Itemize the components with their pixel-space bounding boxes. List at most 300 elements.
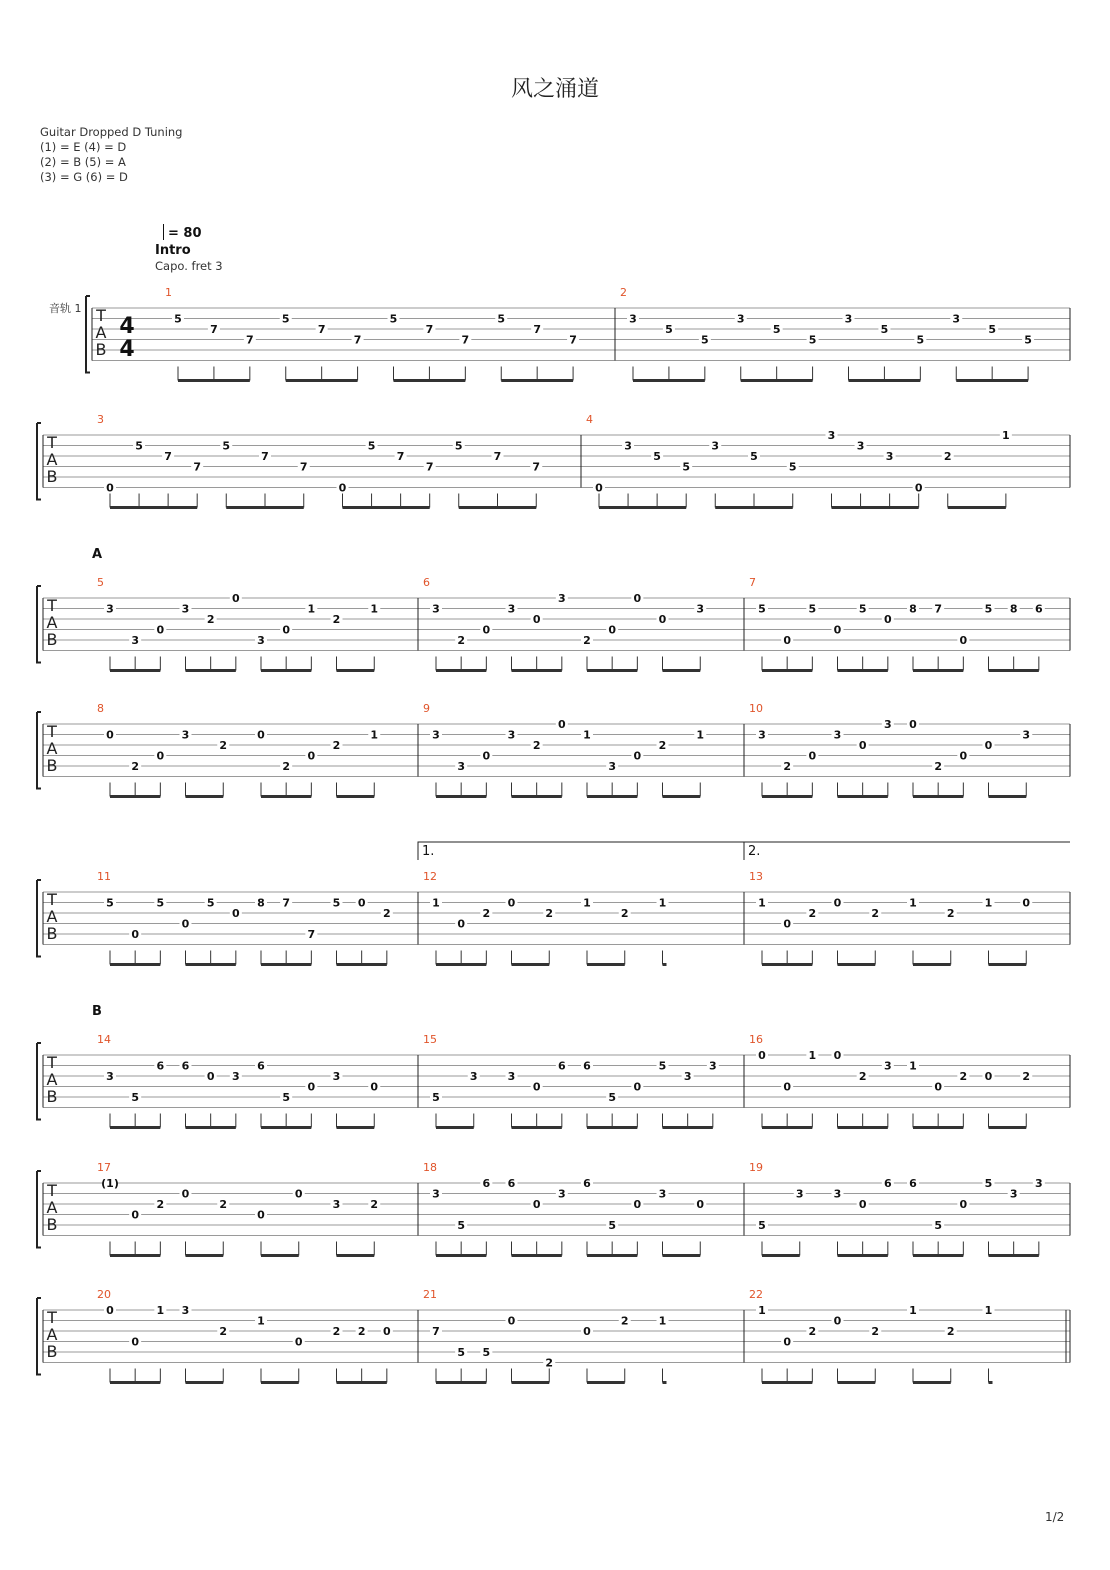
fret-number: 3 (856, 439, 865, 453)
fret-number: 5 (682, 460, 691, 474)
fret-number: 5 (131, 1091, 139, 1104)
fret-number: 2 (959, 1070, 968, 1083)
fret-number: 0 (106, 1304, 114, 1317)
fret-number: 3 (844, 312, 853, 326)
fret-number: 0 (758, 1049, 766, 1062)
fret-number: 7 (425, 323, 434, 336)
fret-number: 3 (432, 728, 440, 742)
fret-number: 3 (181, 728, 190, 742)
fret-number: 0 (833, 1314, 842, 1328)
fret-number: 7 (396, 450, 405, 463)
fret-number: 7 (353, 333, 362, 347)
fret-number: 0 (532, 1198, 541, 1211)
tab-clef-letter: T (47, 596, 57, 615)
fret-number: 2 (946, 1325, 955, 1338)
fret-number: 5 (282, 1091, 290, 1104)
fret-number: 2 (658, 739, 667, 752)
fret-number: 3 (332, 1198, 341, 1211)
fret-number: 5 (367, 439, 376, 453)
tuning-line: (2) = B (5) = A (40, 155, 126, 169)
fret-number: 0 (858, 739, 867, 752)
tab-clef-letter: A (95, 323, 107, 342)
fret-number: 0 (294, 1187, 303, 1201)
tab-clef-letter: B (46, 1215, 58, 1234)
fret-number: 7 (461, 333, 470, 347)
fret-number: 0 (232, 907, 240, 920)
fret-number: 5 (653, 450, 661, 463)
fret-number: 7 (532, 460, 541, 474)
fret-number: 6 (181, 1059, 190, 1073)
fret-number: 3 (507, 728, 516, 742)
fret-number: 2 (357, 1325, 366, 1338)
fret-number: 1 (370, 602, 379, 616)
measure-number: 21 (423, 1288, 437, 1301)
fret-number: 0 (532, 613, 541, 626)
fret-number: 5 (808, 602, 817, 616)
fret-number: 0 (783, 917, 791, 931)
fret-number: 7 (432, 1325, 440, 1338)
tab-clef-letter: T (47, 1181, 57, 1200)
fret-number: 6 (884, 1177, 892, 1190)
fret-number: 0 (257, 728, 265, 742)
fret-number: 0 (633, 1080, 642, 1094)
fret-number: 0 (507, 1314, 516, 1328)
ending-bracket (744, 842, 1070, 860)
fret-number: 3 (711, 439, 720, 453)
system-bracket (37, 1043, 41, 1120)
fret-number: 7 (282, 896, 290, 910)
fret-number: 0 (181, 1187, 190, 1201)
fret-number: 1 (984, 896, 993, 910)
fret-number: 0 (131, 1335, 139, 1349)
tuning-line: (1) = E (4) = D (40, 140, 127, 154)
fret-number: 0 (507, 896, 516, 910)
measure-number: 13 (749, 870, 763, 883)
fret-number: 6 (583, 1059, 591, 1073)
fret-number: 7 (569, 333, 577, 347)
fret-number: 3 (106, 1070, 114, 1083)
fret-number: 0 (959, 749, 968, 763)
fret-number: 1 (808, 1049, 817, 1062)
fret-number: 5 (457, 1346, 465, 1359)
fret-number: 2 (871, 907, 880, 920)
fret-number: 0 (934, 1080, 942, 1094)
fret-number: 3 (432, 602, 440, 616)
measure-number: 11 (97, 870, 111, 883)
fret-number: 0 (482, 623, 491, 637)
fret-number: 6 (558, 1059, 566, 1073)
fret-number: 2 (808, 1325, 817, 1338)
system-bracket (37, 1298, 41, 1375)
fret-number: 7 (210, 323, 218, 336)
fret-number: 5 (608, 1219, 616, 1232)
fret-number: 0 (383, 1325, 391, 1338)
fret-number: 0 (232, 592, 240, 605)
fret-number: 3 (232, 1070, 240, 1083)
fret-number: 5 (482, 1346, 491, 1359)
fret-number: 0 (1022, 896, 1031, 910)
fret-number: 1 (370, 728, 379, 742)
fret-number: 5 (658, 1059, 667, 1073)
fret-number: 3 (885, 450, 894, 463)
fret-number: 0 (338, 481, 347, 495)
fret-number: 6 (1035, 602, 1043, 616)
fret-number: 2 (219, 739, 228, 752)
fret-number: 1 (583, 896, 591, 910)
fret-number: 3 (1022, 728, 1031, 742)
fret-number: 3 (624, 439, 632, 453)
capo-info: Capo. fret 3 (155, 259, 223, 273)
fret-number: 0 (156, 623, 165, 637)
fret-number: 5 (772, 323, 781, 336)
fret-number: 0 (909, 718, 917, 731)
fret-number: 2 (808, 907, 817, 920)
fret-number: 8 (257, 896, 265, 910)
tab-clef-letter: A (46, 1198, 58, 1217)
measure-number: 14 (97, 1033, 111, 1046)
fret-number: 3 (696, 602, 705, 616)
fret-number: 7 (193, 460, 202, 474)
fret-number: 5 (497, 312, 506, 326)
fret-number: 3 (507, 1070, 516, 1083)
fret-number: 0 (783, 1335, 791, 1349)
fret-number: 2 (1022, 1070, 1031, 1083)
fret-number: 0 (808, 749, 817, 763)
ending-label: 1. (422, 844, 435, 859)
fret-number: 1 (984, 1304, 993, 1317)
section-intro: Intro (155, 243, 191, 258)
fret-number: 5 (389, 312, 398, 326)
fret-number: 3 (709, 1059, 717, 1073)
fret-number: 1 (1002, 429, 1010, 442)
fret-number: 3 (469, 1070, 478, 1083)
measure-number: 8 (97, 702, 104, 715)
fret-number: 5 (758, 1219, 766, 1232)
fret-number: 0 (558, 718, 566, 731)
fret-number: 0 (106, 728, 114, 742)
fret-number: 7 (246, 333, 254, 347)
fret-number: 3 (608, 760, 616, 773)
fret-number: 2 (943, 450, 952, 463)
fret-number: 5 (1024, 333, 1032, 347)
score-title: 风之涌道 (510, 77, 599, 102)
fret-number: 3 (658, 1187, 667, 1201)
fret-number: 7 (307, 928, 316, 941)
fret-number: 0 (959, 1198, 968, 1211)
fret-number: 5 (432, 1091, 440, 1104)
fret-number: 2 (532, 739, 541, 752)
fret-number: 7 (261, 450, 269, 463)
fret-number: 2 (583, 634, 591, 647)
measure-number: 4 (586, 413, 593, 426)
fret-number: 5 (916, 333, 925, 347)
fret-number: 0 (257, 1208, 265, 1222)
measure-number: 15 (423, 1033, 437, 1046)
fret-number: 8 (909, 602, 917, 616)
fret-number: 2 (370, 1198, 379, 1211)
fret-number: 5 (665, 323, 673, 336)
fret-number: 7 (317, 323, 326, 336)
measure-number: 19 (749, 1161, 763, 1174)
fret-number: 0 (608, 623, 616, 637)
tuning-line: (3) = G (6) = D (40, 170, 128, 184)
fret-number: 0 (156, 749, 165, 763)
tab-clef-letter: B (46, 467, 58, 486)
fret-number: 3 (683, 1070, 692, 1083)
fret-number: 3 (432, 1187, 440, 1201)
fret-number: 3 (181, 1304, 190, 1317)
fret-number: 0 (131, 928, 139, 941)
fret-number: 5 (984, 1177, 993, 1190)
fret-number: 0 (633, 749, 642, 763)
tab-clef-letter: B (95, 340, 107, 359)
fret-number: 0 (583, 1325, 591, 1338)
fret-number: 2 (482, 907, 491, 920)
fret-number: 1 (257, 1314, 265, 1328)
fret-number: 0 (959, 634, 968, 647)
fret-number: 0 (658, 613, 667, 626)
measure-number: 18 (423, 1161, 437, 1174)
fret-number: 1 (432, 896, 440, 910)
fret-number: 0 (633, 1198, 642, 1211)
track-name: 音轨 1 (49, 302, 82, 315)
system-bracket (37, 586, 41, 663)
fret-number: 1 (307, 602, 316, 616)
fret-number: 5 (808, 333, 817, 347)
fret-number: 2 (858, 1070, 867, 1083)
fret-number: 0 (914, 481, 923, 495)
measure-number: 3 (97, 413, 104, 426)
fret-number: 7 (493, 450, 502, 463)
fret-number: 3 (758, 728, 766, 742)
fret-number: 0 (984, 739, 993, 752)
fret-number: 2 (545, 907, 554, 920)
fret-number: 5 (701, 333, 709, 347)
fret-number: 6 (257, 1059, 265, 1073)
fret-number: 2 (934, 760, 942, 773)
fret-number: 0 (858, 1198, 867, 1211)
measure-number: 7 (749, 576, 756, 589)
measure-number: 1 (165, 286, 172, 299)
fret-number: 5 (934, 1219, 942, 1232)
fret-number: 2 (156, 1198, 165, 1211)
fret-number: 5 (984, 602, 993, 616)
fret-number: 1 (909, 1304, 917, 1317)
tab-clef-letter: T (47, 890, 57, 909)
fret-number: 6 (909, 1177, 917, 1190)
fret-number: 0 (984, 1070, 993, 1083)
tab-clef-letter: B (46, 1342, 58, 1361)
fret-number: 2 (871, 1325, 880, 1338)
fret-number: 3 (795, 1187, 804, 1201)
fret-number: 5 (222, 439, 231, 453)
fret-number: 0 (282, 623, 290, 637)
fret-number: 1 (696, 728, 705, 742)
fret-number: 2 (131, 760, 139, 773)
fret-number: 0 (482, 749, 491, 763)
fret-number: 0 (370, 1080, 379, 1094)
fret-number: 3 (884, 1059, 892, 1073)
fret-number: 2 (206, 613, 215, 626)
section-marker: A (92, 547, 103, 562)
fret-number: 0 (131, 1208, 139, 1222)
fret-number: 7 (934, 602, 942, 616)
fret-number: 0 (357, 896, 366, 910)
fret-number: 2 (332, 1325, 341, 1338)
fret-number: 7 (164, 450, 172, 463)
time-signature-top: 4 (119, 314, 135, 339)
fret-number: 0 (307, 749, 316, 763)
fret-number: 0 (106, 481, 114, 495)
tab-clef-letter: B (46, 1087, 58, 1106)
time-signature-bottom: 4 (119, 337, 135, 362)
tuning-heading: Guitar Dropped D Tuning (40, 125, 183, 139)
measure-number: 17 (97, 1161, 111, 1174)
system-bracket (37, 712, 41, 789)
tempo-value: = 80 (168, 226, 202, 241)
ending-bracket (418, 842, 744, 860)
fret-number: 6 (583, 1177, 591, 1190)
fret-number: 5 (880, 323, 889, 336)
fret-number: 3 (736, 312, 745, 326)
fret-number: 3 (1009, 1187, 1018, 1201)
fret-number: 0 (884, 613, 892, 626)
measure-number: 16 (749, 1033, 763, 1046)
fret-number: 2 (282, 760, 290, 773)
fret-number: 3 (952, 312, 961, 326)
measure-number: 20 (97, 1288, 111, 1301)
fret-number: 0 (307, 1080, 316, 1094)
fret-number: 3 (558, 1187, 566, 1201)
tab-clef-letter: A (46, 1325, 58, 1344)
fret-number: 3 (833, 728, 842, 742)
fret-number: 1 (658, 1314, 667, 1328)
fret-number: 1 (658, 896, 667, 910)
fret-number: 0 (294, 1335, 303, 1349)
measure-number: 2 (620, 286, 627, 299)
system-bracket (37, 1171, 41, 1248)
fret-number: 5 (454, 439, 463, 453)
fret-number: 1 (909, 896, 917, 910)
fret-number: 0 (783, 1080, 791, 1094)
fret-number: 5 (457, 1219, 465, 1232)
fret-number: 5 (332, 896, 341, 910)
tab-clef-letter: B (46, 756, 58, 775)
fret-number: 1 (758, 896, 766, 910)
fret-number: 3 (106, 602, 114, 616)
fret-number: 2 (620, 1314, 629, 1328)
measure-number: 9 (423, 702, 430, 715)
tab-clef-letter: T (47, 1053, 57, 1072)
fret-number: 0 (783, 634, 791, 647)
fret-number: 7 (425, 460, 434, 474)
fret-number: 0 (206, 1070, 215, 1083)
fret-number: 3 (457, 760, 465, 773)
fret-number: 2 (783, 760, 791, 773)
fret-number: 6 (482, 1177, 491, 1190)
fret-number: 2 (219, 1325, 228, 1338)
fret-number: 3 (629, 312, 637, 326)
tab-clef-letter: A (46, 450, 58, 469)
tab-clef-letter: T (47, 722, 57, 741)
tab-clef-letter: A (46, 907, 58, 926)
fret-number: 3 (558, 592, 566, 605)
fret-number: 5 (206, 896, 215, 910)
fret-number: 0 (833, 896, 842, 910)
tab-clef-letter: A (46, 1070, 58, 1089)
fret-number: 2 (545, 1356, 554, 1370)
fret-number: 2 (620, 907, 629, 920)
fret-number: 2 (383, 907, 391, 920)
fret-number: 0 (633, 592, 642, 605)
section-marker: B (92, 1004, 102, 1019)
fret-number: 2 (332, 739, 341, 752)
measure-number: 12 (423, 870, 437, 883)
fret-number: 5 (135, 439, 143, 453)
page-number: 1/2 (1045, 1510, 1065, 1524)
tab-clef-letter: T (47, 433, 57, 452)
fret-number: 5 (758, 602, 766, 616)
fret-number: 5 (281, 312, 290, 326)
fret-number: 5 (174, 312, 182, 326)
fret-number: 3 (181, 602, 190, 616)
fret-number: 3 (332, 1070, 341, 1083)
fret-number: 1 (583, 728, 591, 742)
tab-clef-letter: B (46, 924, 58, 943)
tab-clef-letter: T (47, 1308, 57, 1327)
fret-number: 5 (608, 1091, 616, 1104)
fret-number: 3 (1035, 1177, 1043, 1190)
fret-number: 3 (827, 429, 836, 442)
measure-number: 22 (749, 1288, 763, 1301)
fret-number: 3 (257, 634, 265, 647)
fret-number: 8 (1009, 602, 1018, 616)
system-bracket (37, 423, 41, 500)
fret-number: 3 (507, 602, 516, 616)
fret-number: 5 (156, 896, 165, 910)
fret-number: 1 (758, 1304, 766, 1317)
tab-clef-letter: B (46, 630, 58, 649)
fret-number: 0 (696, 1198, 705, 1211)
fret-number: 0 (833, 1049, 842, 1062)
fret-number: 5 (988, 323, 996, 336)
fret-number: 5 (750, 450, 758, 463)
fret-number: 0 (457, 917, 465, 931)
measure-number: 5 (97, 576, 104, 589)
fret-number: 0 (833, 623, 842, 637)
fret-number: 6 (507, 1177, 516, 1190)
fret-number: 3 (884, 718, 892, 731)
measure-number: 6 (423, 576, 430, 589)
system-bracket (86, 296, 90, 373)
tab-clef-letter: A (46, 739, 58, 758)
fret-number: 3 (833, 1187, 842, 1201)
fret-number: 7 (299, 460, 308, 474)
tab-clef-letter: T (96, 306, 106, 325)
fret-number: 2 (219, 1198, 228, 1211)
fret-number: 1 (909, 1059, 917, 1073)
system-bracket (37, 880, 41, 957)
fret-number: 1 (156, 1304, 165, 1317)
fret-number: 6 (156, 1059, 165, 1073)
ending-label: 2. (748, 844, 761, 859)
fret-number: 5 (788, 460, 797, 474)
fret-number: 0 (532, 1080, 541, 1094)
fret-number: (1) (101, 1177, 119, 1190)
fret-number: 5 (858, 602, 867, 616)
fret-number: 0 (595, 481, 603, 495)
fret-number: 3 (131, 634, 139, 647)
